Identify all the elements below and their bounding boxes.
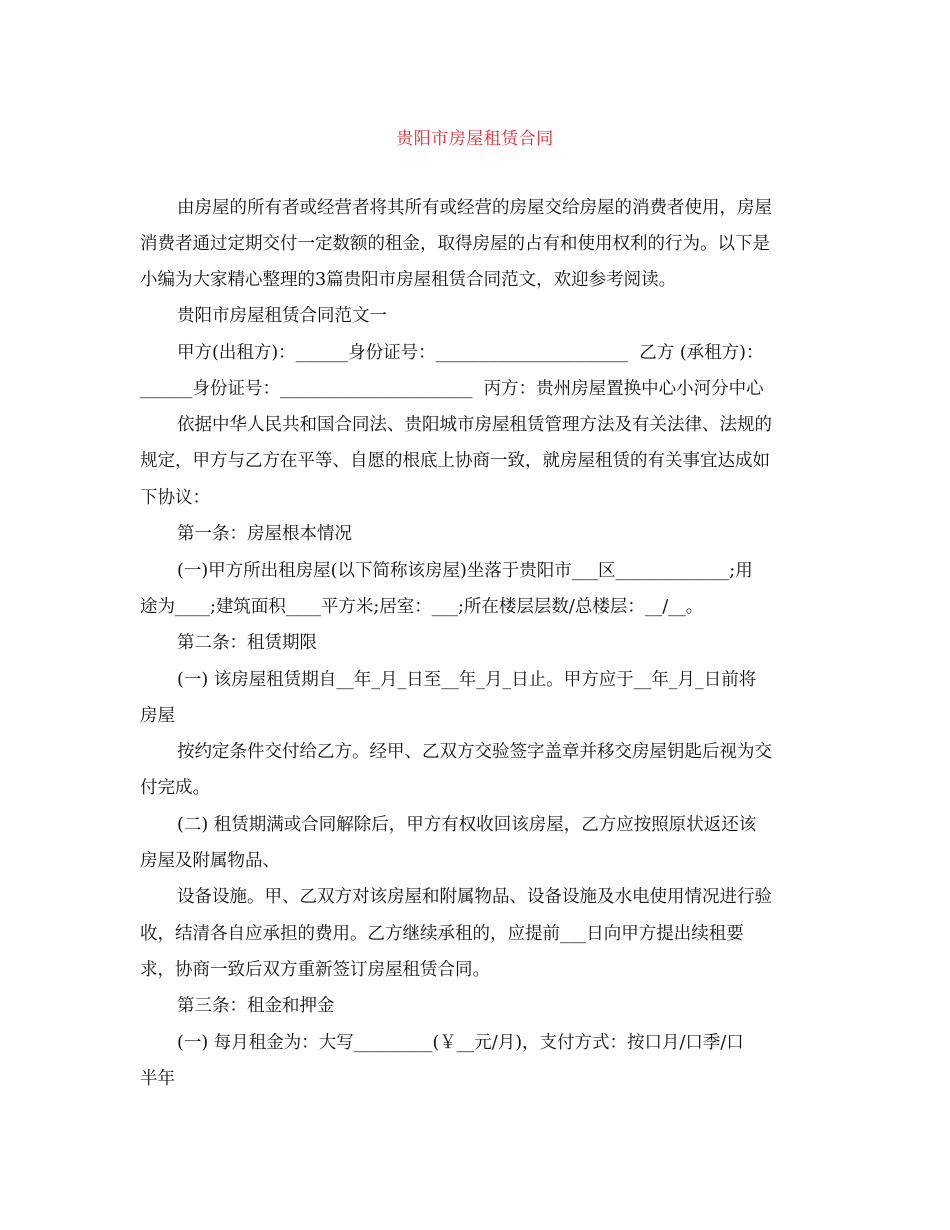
section-heading: 贵阳市房屋租赁合同范文一 bbox=[177, 306, 387, 326]
article-heading: 第二条：租赁期限 bbox=[177, 633, 317, 653]
body-line: 付完成。 bbox=[140, 778, 210, 798]
body-line: 由房屋的所有者或经营者将其所有或经营的房屋交给房屋的消费者使用，房屋 bbox=[177, 198, 772, 218]
body-line: (一)甲方所出租房屋(以下简称该房屋)坐落于贵阳市___区_____________;用 bbox=[177, 561, 753, 581]
body-line: 求，协商一致后双方重新签订房屋租赁合同。 bbox=[140, 960, 490, 980]
body-line: 甲方(出租方)：______身份证号：______________________ 乙方 (承租方)： bbox=[177, 343, 764, 363]
body-line: 房屋 bbox=[140, 706, 175, 726]
body-line: 收，结清各自应承担的费用。乙方继续承租的，应提前___日向甲方提出续租要 bbox=[140, 924, 744, 944]
body-line: 房屋及附属物品、 bbox=[140, 851, 280, 871]
body-line: 消费者通过定期交付一定数额的租金，取得房屋的占有和使用权利的行为。以下是 bbox=[140, 234, 770, 254]
body-line: 规定，甲方与乙方在平等、自愿的根底上协商一致，就房屋租赁的有关事宜达成如 bbox=[140, 451, 770, 471]
body-line: 下协议： bbox=[140, 488, 210, 508]
document-title: 贵阳市房屋租赁合同 bbox=[396, 129, 554, 149]
article-heading: 第一条：房屋根本情况 bbox=[177, 524, 352, 544]
body-line: 途为____;建筑面积____平方米;居室：___;所在楼层层数/总楼层：__/__。 bbox=[140, 597, 704, 617]
body-line: 半年 bbox=[140, 1069, 175, 1089]
body-line: 小编为大家精心整理的3篇贵阳市房屋租赁合同范文，欢迎参考阅读。 bbox=[140, 270, 677, 290]
body-line: 设备设施。甲、乙双方对该房屋和附属物品、设备设施及水电使用情况进行验 bbox=[177, 887, 772, 907]
body-line: ______身份证号：______________________ 丙方：贵州房屋置换中心小河分中心 bbox=[140, 379, 764, 399]
body-line: (一) 每月租金为：大写_________(￥__元/月)，支付方式：按口月/口季/口 bbox=[177, 1033, 744, 1053]
body-line: (二) 租赁期满或合同解除后，甲方有权收回该房屋，乙方应按照原状返还该 bbox=[177, 815, 757, 835]
article-heading: 第三条：租金和押金 bbox=[177, 996, 335, 1016]
body-line: 按约定条件交付给乙方。经甲、乙双方交验签字盖章并移交房屋钥匙后视为交 bbox=[177, 742, 772, 762]
body-line: (一) 该房屋租赁期自__年_月_日至__年_月_日止。甲方应于__年_月_日前将 bbox=[177, 670, 757, 690]
body-line: 依据中华人民共和国合同法、贵阳城市房屋租赁管理方法及有关法律、法规的 bbox=[177, 415, 772, 435]
